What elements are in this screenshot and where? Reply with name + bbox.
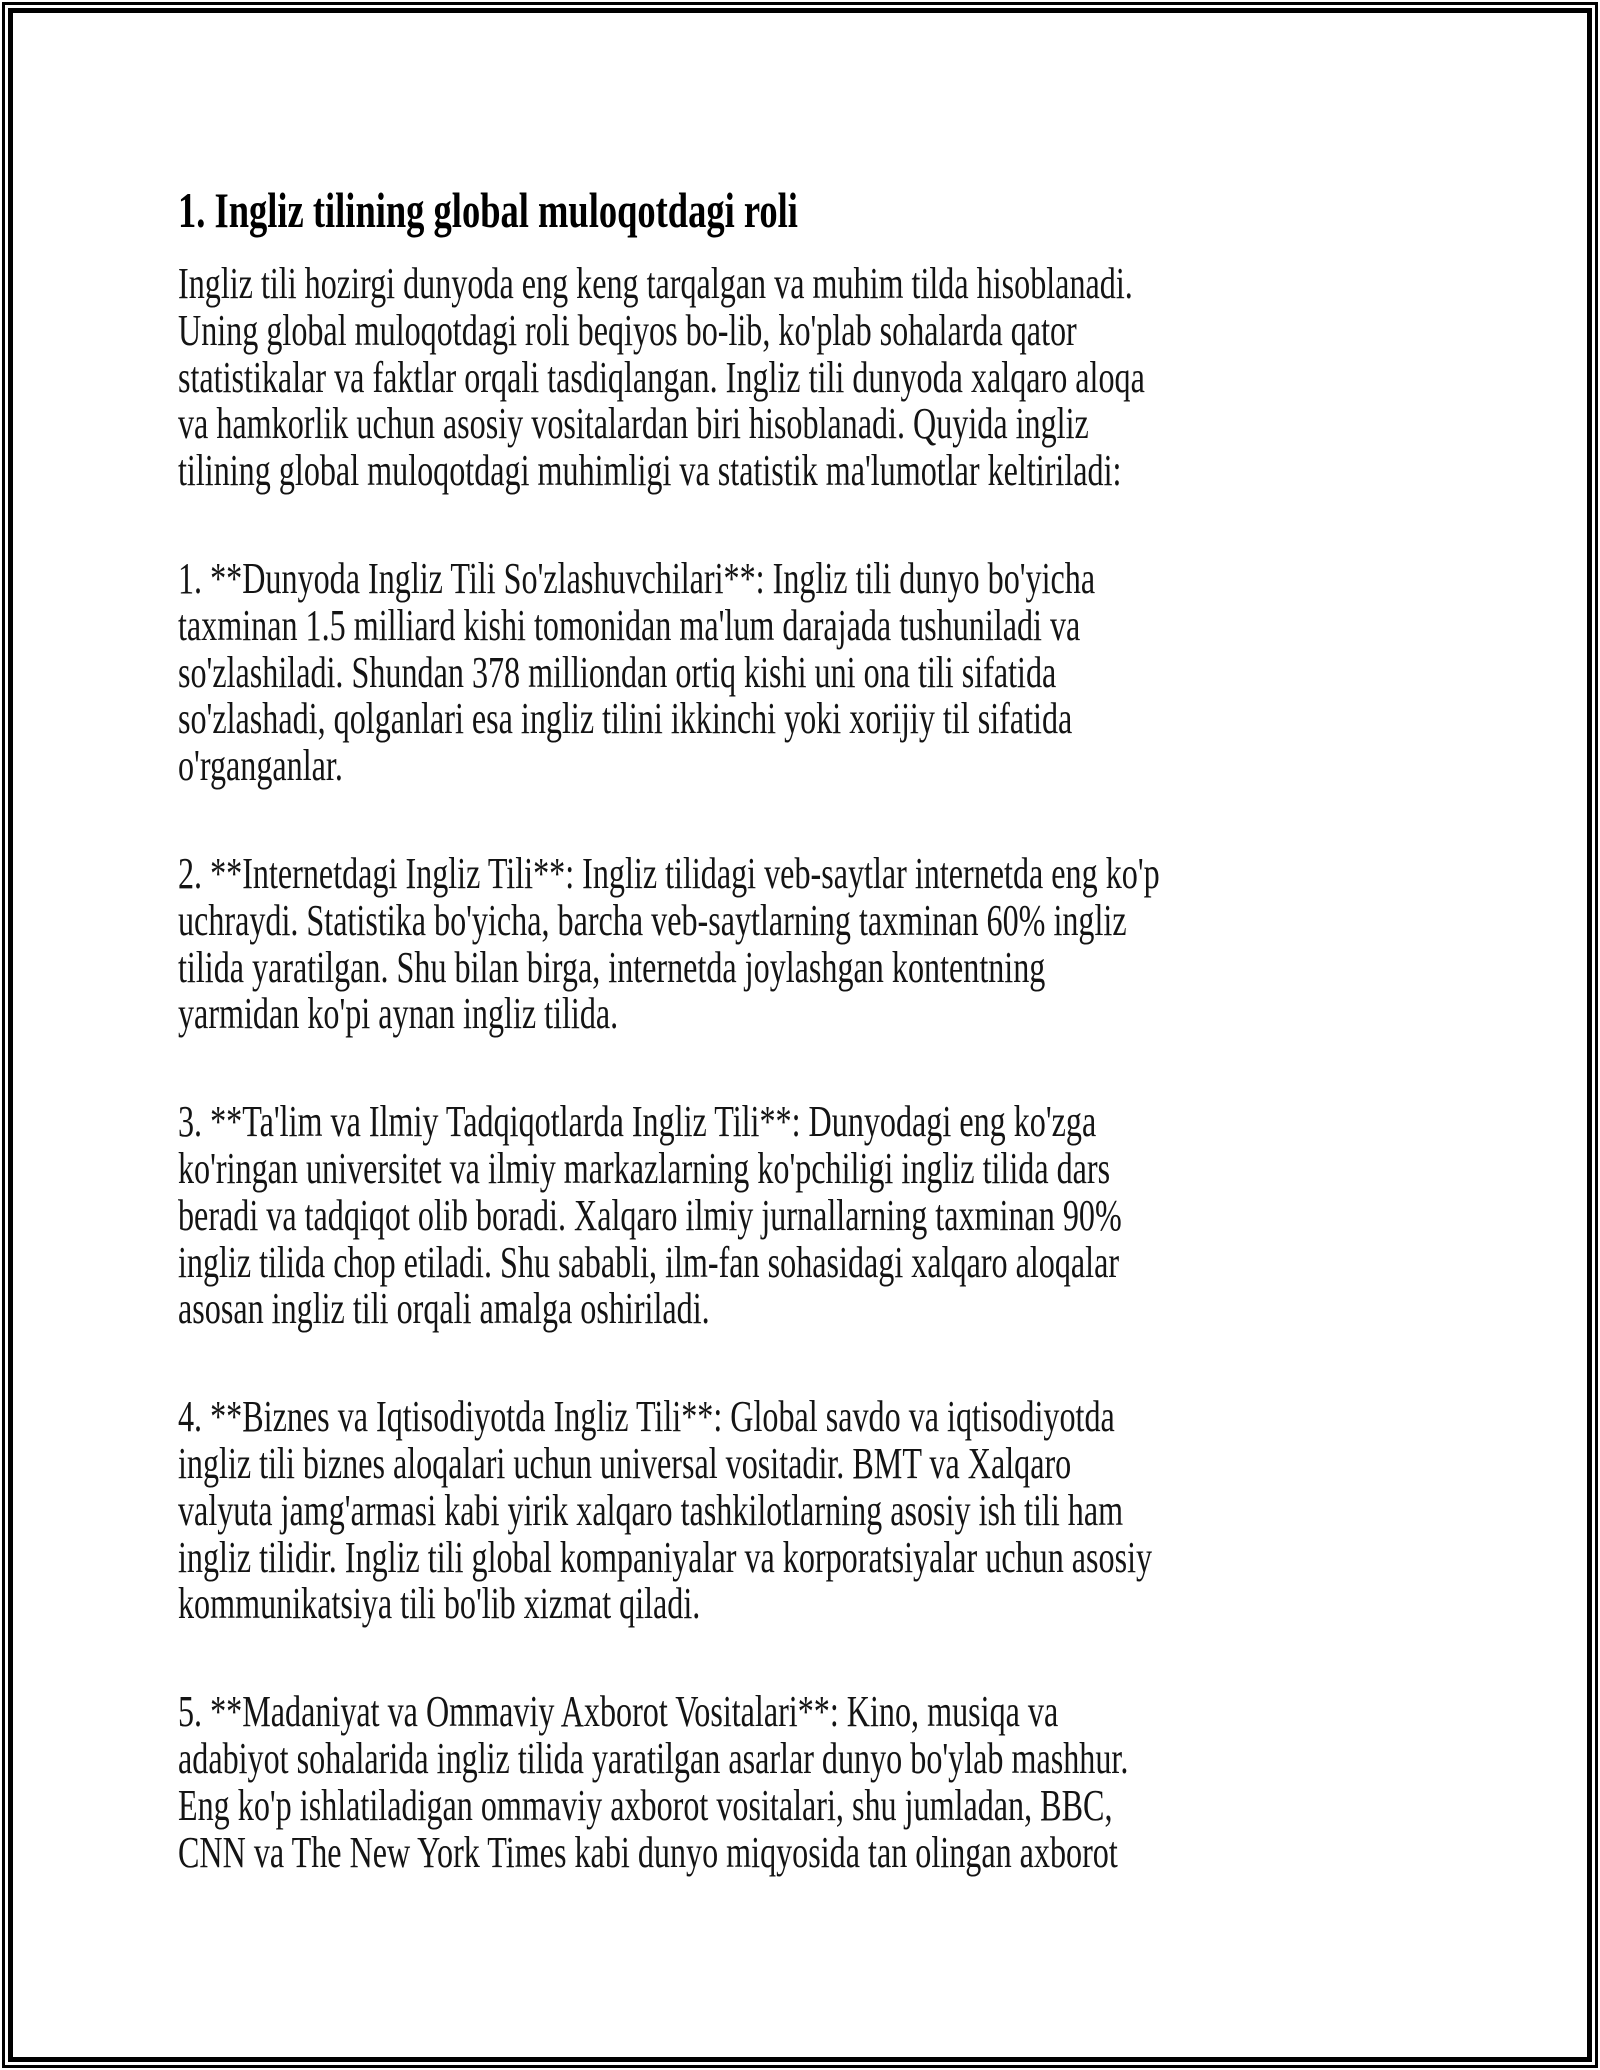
text-line: tilining global muloqotdagi muhimligi va statistik ma'lumotlar keltiriladi: (178, 446, 1122, 496)
list-item-5 (178, 1689, 1404, 1876)
intro-paragraph (178, 261, 1404, 495)
text-line: yarmidan ko'pi aynan ingliz tilida. (178, 989, 619, 1039)
text-line: Uning global muloqotdagi roli beqiyos bo-lib, ko'plab sohalarda qator (178, 305, 1077, 355)
text-line: va hamkorlik uchun asosiy vositalardan biri hisoblanadi. Quyida ingliz (178, 399, 1089, 449)
text-line: 4. **Biznes va Iqtisodiyotda Ingliz Tili**: Global savdo va iqtisodiyotda (178, 1392, 1115, 1442)
text-line: asosan ingliz tili orqali amalga oshiriladi. (178, 1284, 710, 1334)
text-line: ingliz tilida chop etiladi. Shu sababli, ilm-fan sohasidagi xalqaro aloqalar (178, 1237, 1120, 1287)
section-heading: 1. Ingliz tilining global muloqotdagi roli (178, 182, 798, 238)
text-line: ingliz tili biznes aloqalari uchun universal vositadir. BMT va Xalqaro (178, 1438, 1072, 1488)
text-line: Eng ko'p ishlatiladigan ommaviy axborot vositalari, shu jumladan, BBC, (178, 1780, 1113, 1830)
text-line: tilida yaratilgan. Shu bilan birga, internetda joylashgan kontentning (178, 942, 1046, 992)
text-line: o'rganganlar. (178, 741, 343, 791)
text-line: statistikalar va faktlar orqali tasdiqlangan. Ingliz tili dunyoda xalqaro aloqa (178, 352, 1145, 402)
text-line: uchraydi. Statistika bo'yicha, barcha veb-saytlarning taxminan 60% ingliz (178, 895, 1127, 945)
text-line: ingliz tilidir. Ingliz tili global kompaniyalar va korporatsiyalar uchun asosiy (178, 1532, 1153, 1582)
text-line: so'zlashiladi. Shundan 378 milliondan ortiq kishi uni ona tili sifatida (178, 647, 1057, 697)
text-line: so'zlashadi, qolganlari esa ingliz tilini ikkinchi yoki xorijiy til sifatida (178, 694, 1073, 744)
list-item-1 (178, 553, 1404, 791)
text-line: adabiyot sohalarida ingliz tilida yaratilgan asarlar dunyo bo'ylab mashhur. (178, 1733, 1129, 1783)
text-line: ko'ringan universitet va ilmiy markazlarning ko'pchiligi ingliz tilida dars (178, 1143, 1111, 1193)
list-item-2 (178, 848, 1404, 1039)
text-line: 3. **Ta'lim va Ilmiy Tadqiqotlarda Ingliz Tili**: Dunyodagi eng ko'zga (178, 1097, 1097, 1147)
list-item-4 (178, 1394, 1404, 1628)
text-line: 1. **Dunyoda Ingliz Tili So'zlashuvchilari**: Ingliz tili dunyo bo'yicha (178, 553, 1096, 603)
text-line: Ingliz tili hozirgi dunyoda eng keng tarqalgan va muhim tilda hisoblanadi. (178, 259, 1133, 308)
text-line: 2. **Internetdagi Ingliz Tili**: Ingliz tilidagi veb-saytlar internetda eng ko'p (178, 848, 1160, 898)
text-line: CNN va The New York Times kabi dunyo miqyosida tan olingan axborot (178, 1827, 1118, 1877)
text-line: beradi va tadqiqot olib boradi. Xalqaro ilmiy jurnallarning taxminan 90% (178, 1190, 1122, 1240)
text-line: taxminan 1.5 milliard kishi tomonidan ma'lum darajada tushuniladi va (178, 600, 1081, 650)
text-line: 5. **Madaniyat va Ommaviy Axborot Vositalari**: Kino, musiqa va (178, 1687, 1059, 1737)
list-item-3 (178, 1099, 1404, 1333)
text-line: valyuta jamg'armasi kabi yirik xalqaro tashkilotlarning asosiy ish tili ham (178, 1485, 1124, 1535)
text-line: kommunikatsiya tili bo'lib xizmat qiladi. (178, 1579, 701, 1629)
document-content (178, 0, 1404, 1937)
